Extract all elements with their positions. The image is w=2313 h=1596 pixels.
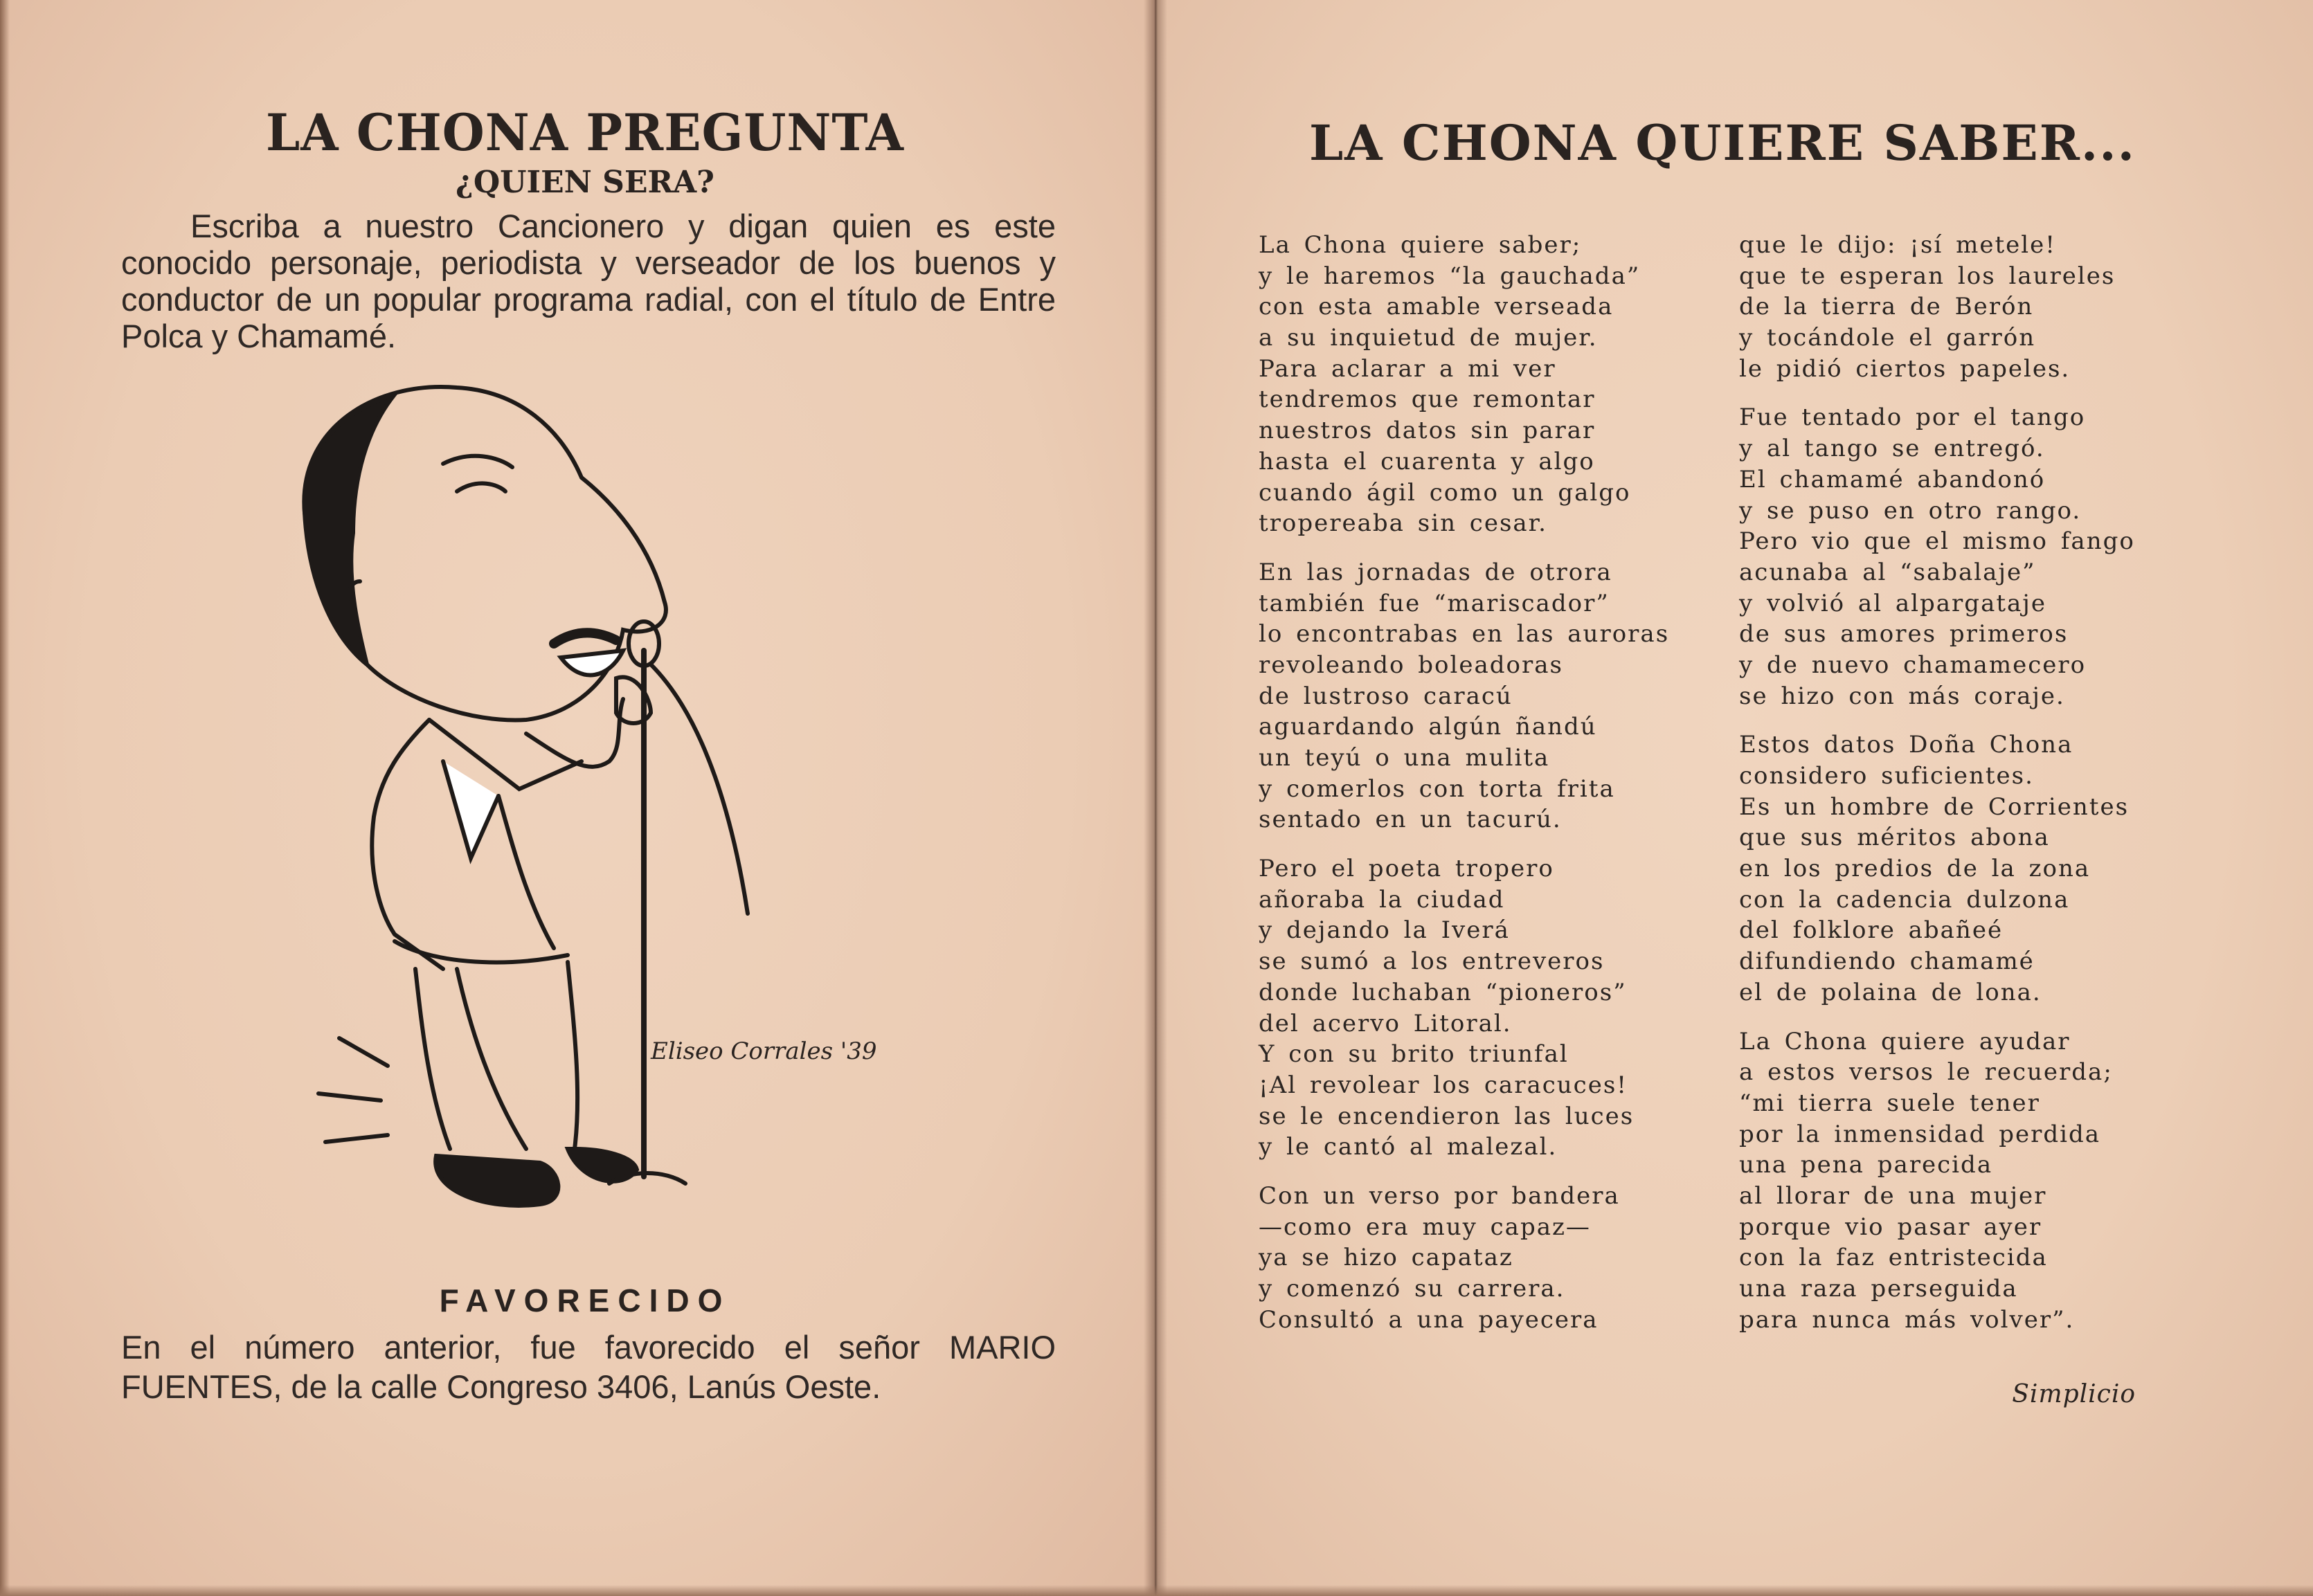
poem-line: —como era muy capaz— — [1259, 1213, 1591, 1241]
poem-line: ¡Al revolear los caracuces! — [1259, 1071, 1628, 1099]
poem-column-2 — [1739, 230, 2135, 1353]
poem-line: El chamamé abandonó — [1739, 465, 2046, 493]
poem-line: que le dijo: ¡sí metele! — [1739, 231, 2056, 259]
poem-line: sentado en un tacurú. — [1259, 806, 1562, 834]
poem-line: por la inmensidad perdida — [1739, 1120, 2101, 1148]
poem-line: y se puso en otro rango. — [1739, 496, 2082, 525]
right-page-title: LA CHONA QUIERE SABER... — [1308, 114, 2136, 172]
poem-line: del folklore abañeé — [1739, 916, 2004, 945]
page-edge-bottom — [0, 1585, 2313, 1596]
poem-line: Pero el poeta tropero — [1259, 855, 1554, 883]
poem-line: que sus méritos abona — [1739, 824, 2050, 852]
poem-line: en los predios de la zona — [1739, 855, 2091, 883]
poem-line: Fue tentado por el tango — [1739, 403, 2086, 432]
poem-line: de lustroso caracú — [1259, 682, 1513, 710]
poem-line: del acervo Litoral. — [1259, 1009, 1512, 1037]
poem-stanza — [1739, 1026, 2135, 1336]
poem-line: tendremos que remontar — [1259, 386, 1596, 414]
poem-line: de sus amores primeros — [1739, 620, 2069, 649]
poem-stanza — [1739, 230, 2135, 384]
poem-line: considero suficientes. — [1739, 762, 2034, 790]
poem-line: con la cadencia dulzona — [1739, 885, 2070, 914]
poem-stanza — [1739, 402, 2135, 711]
poem-line: con la faz entristecida — [1739, 1244, 2048, 1272]
poem-signature: Simplicio — [2012, 1380, 2136, 1408]
poem-line: se le encendieron las luces — [1259, 1102, 1635, 1130]
poem-line: donde luchaban “pioneros” — [1259, 978, 1627, 1006]
poem-line: “mi tierra suele tener — [1739, 1089, 2040, 1117]
poem-stanza — [1259, 230, 1669, 539]
winner-heading: FAVORECIDO — [439, 1282, 731, 1318]
poem-line: le pidió ciertos papeles. — [1739, 354, 2071, 383]
poem-line: Pero vio que el mismo fango — [1739, 527, 2135, 556]
poem-line: y volvió al alpargataje — [1739, 589, 2046, 617]
poem-line: se sumó a los entreveros — [1259, 947, 1605, 976]
poem-line: que te esperan los laureles — [1739, 262, 2116, 290]
poem-line: para nunca más volver”. — [1739, 1305, 2075, 1334]
poem-line: tropereaba sin cesar. — [1259, 509, 1547, 538]
poem-line: una pena parecida — [1739, 1151, 1993, 1179]
poem-line: a estos versos le recuerda; — [1739, 1058, 2113, 1087]
poem-line: Y con su brito triunfal — [1259, 1040, 1569, 1069]
poem-line: lo encontrabas en las auroras — [1259, 620, 1670, 649]
poem-line: cuando ágil como un galgo — [1259, 478, 1631, 507]
poem-line: porque vio pasar ayer — [1739, 1213, 2042, 1241]
poem-line: una raza perseguida — [1739, 1275, 2018, 1303]
poem-line: acunaba al “sabalaje” — [1739, 558, 2036, 586]
poem-line: Consultó a una payecera — [1259, 1305, 1599, 1334]
book-gutter — [1144, 0, 1167, 1596]
poem-line: de la tierra de Berón — [1739, 293, 2034, 321]
poem-stanza — [1739, 729, 2135, 1008]
poem-line: y le cantó al malezal. — [1259, 1133, 1558, 1161]
poem-line: añoraba la ciudad — [1259, 885, 1505, 914]
poem-line: y de nuevo chamamecero — [1739, 651, 2087, 679]
poem-line: ya se hizo capataz — [1259, 1244, 1513, 1272]
poem-line: Para aclarar a mi ver — [1259, 354, 1556, 383]
poem-stanza — [1259, 557, 1669, 835]
poem-line: a su inquietud de mujer. — [1259, 324, 1598, 352]
illustrator-signature: Eliseo Corrales '39 — [651, 1037, 877, 1065]
poem-line: y comerlos con torta frita — [1259, 774, 1615, 803]
poem-line: Con un verso por bandera — [1259, 1181, 1620, 1210]
poem-line: La Chona quiere ayudar — [1739, 1027, 2071, 1055]
poem-line: y dejando la Iverá — [1259, 916, 1510, 945]
poem-line: con esta amable verseada — [1259, 293, 1614, 321]
poem-line: revoleando boleadoras — [1259, 651, 1563, 679]
poem-line: y tocándole el garrón — [1739, 324, 2036, 352]
caricature-illustration — [291, 374, 914, 1273]
poem-line: difundiendo chamamé — [1739, 947, 2035, 976]
poem-line: y le haremos “la gauchada” — [1259, 262, 1641, 290]
poem-line: En las jornadas de otrora — [1259, 558, 1612, 586]
poem-line: Es un hombre de Corrientes — [1739, 792, 2130, 821]
poem-stanza — [1259, 1181, 1669, 1335]
poem-stanza — [1259, 853, 1669, 1163]
intro-text: Escriba a nuestro Cancionero y digan quien es este conocido personaje, periodista y verseador de los buenos y conductor de un popular programa radial, con el título de Entre Polca y Chamamé. — [121, 208, 1056, 354]
poem-line: y comenzó su carrera. — [1259, 1275, 1565, 1303]
poem-column-1 — [1259, 230, 1669, 1353]
poem-line: se hizo con más coraje. — [1739, 682, 2065, 710]
winner-text: En el número anterior, fue favorecido el señor MARIO FUENTES, de la calle Congreso 3406, Lanús Oeste. — [121, 1329, 1056, 1405]
left-page-subtitle: ¿QUIEN SERA? — [456, 165, 714, 200]
poem-line: también fue “mariscador” — [1259, 589, 1610, 617]
poem-line: nuestros datos sin parar — [1259, 417, 1596, 445]
intro-paragraph — [121, 208, 1056, 354]
left-page-title: LA CHONA PREGUNTA — [266, 102, 904, 163]
poem-line: Estos datos Doña Chona — [1739, 731, 2073, 759]
poem-line: un teyú o una mulita — [1259, 744, 1550, 772]
poem-line: y al tango se entregó. — [1739, 435, 2045, 463]
page-edge — [0, 0, 10, 1596]
poem-line: La Chona quiere saber; — [1259, 231, 1582, 259]
poem-line: hasta el cuarenta y algo — [1259, 447, 1595, 475]
poem-line: aguardando algún ñandú — [1259, 713, 1597, 741]
poem-line: el de polaina de lona. — [1739, 978, 2042, 1006]
poem-line: al llorar de una mujer — [1739, 1181, 2047, 1210]
